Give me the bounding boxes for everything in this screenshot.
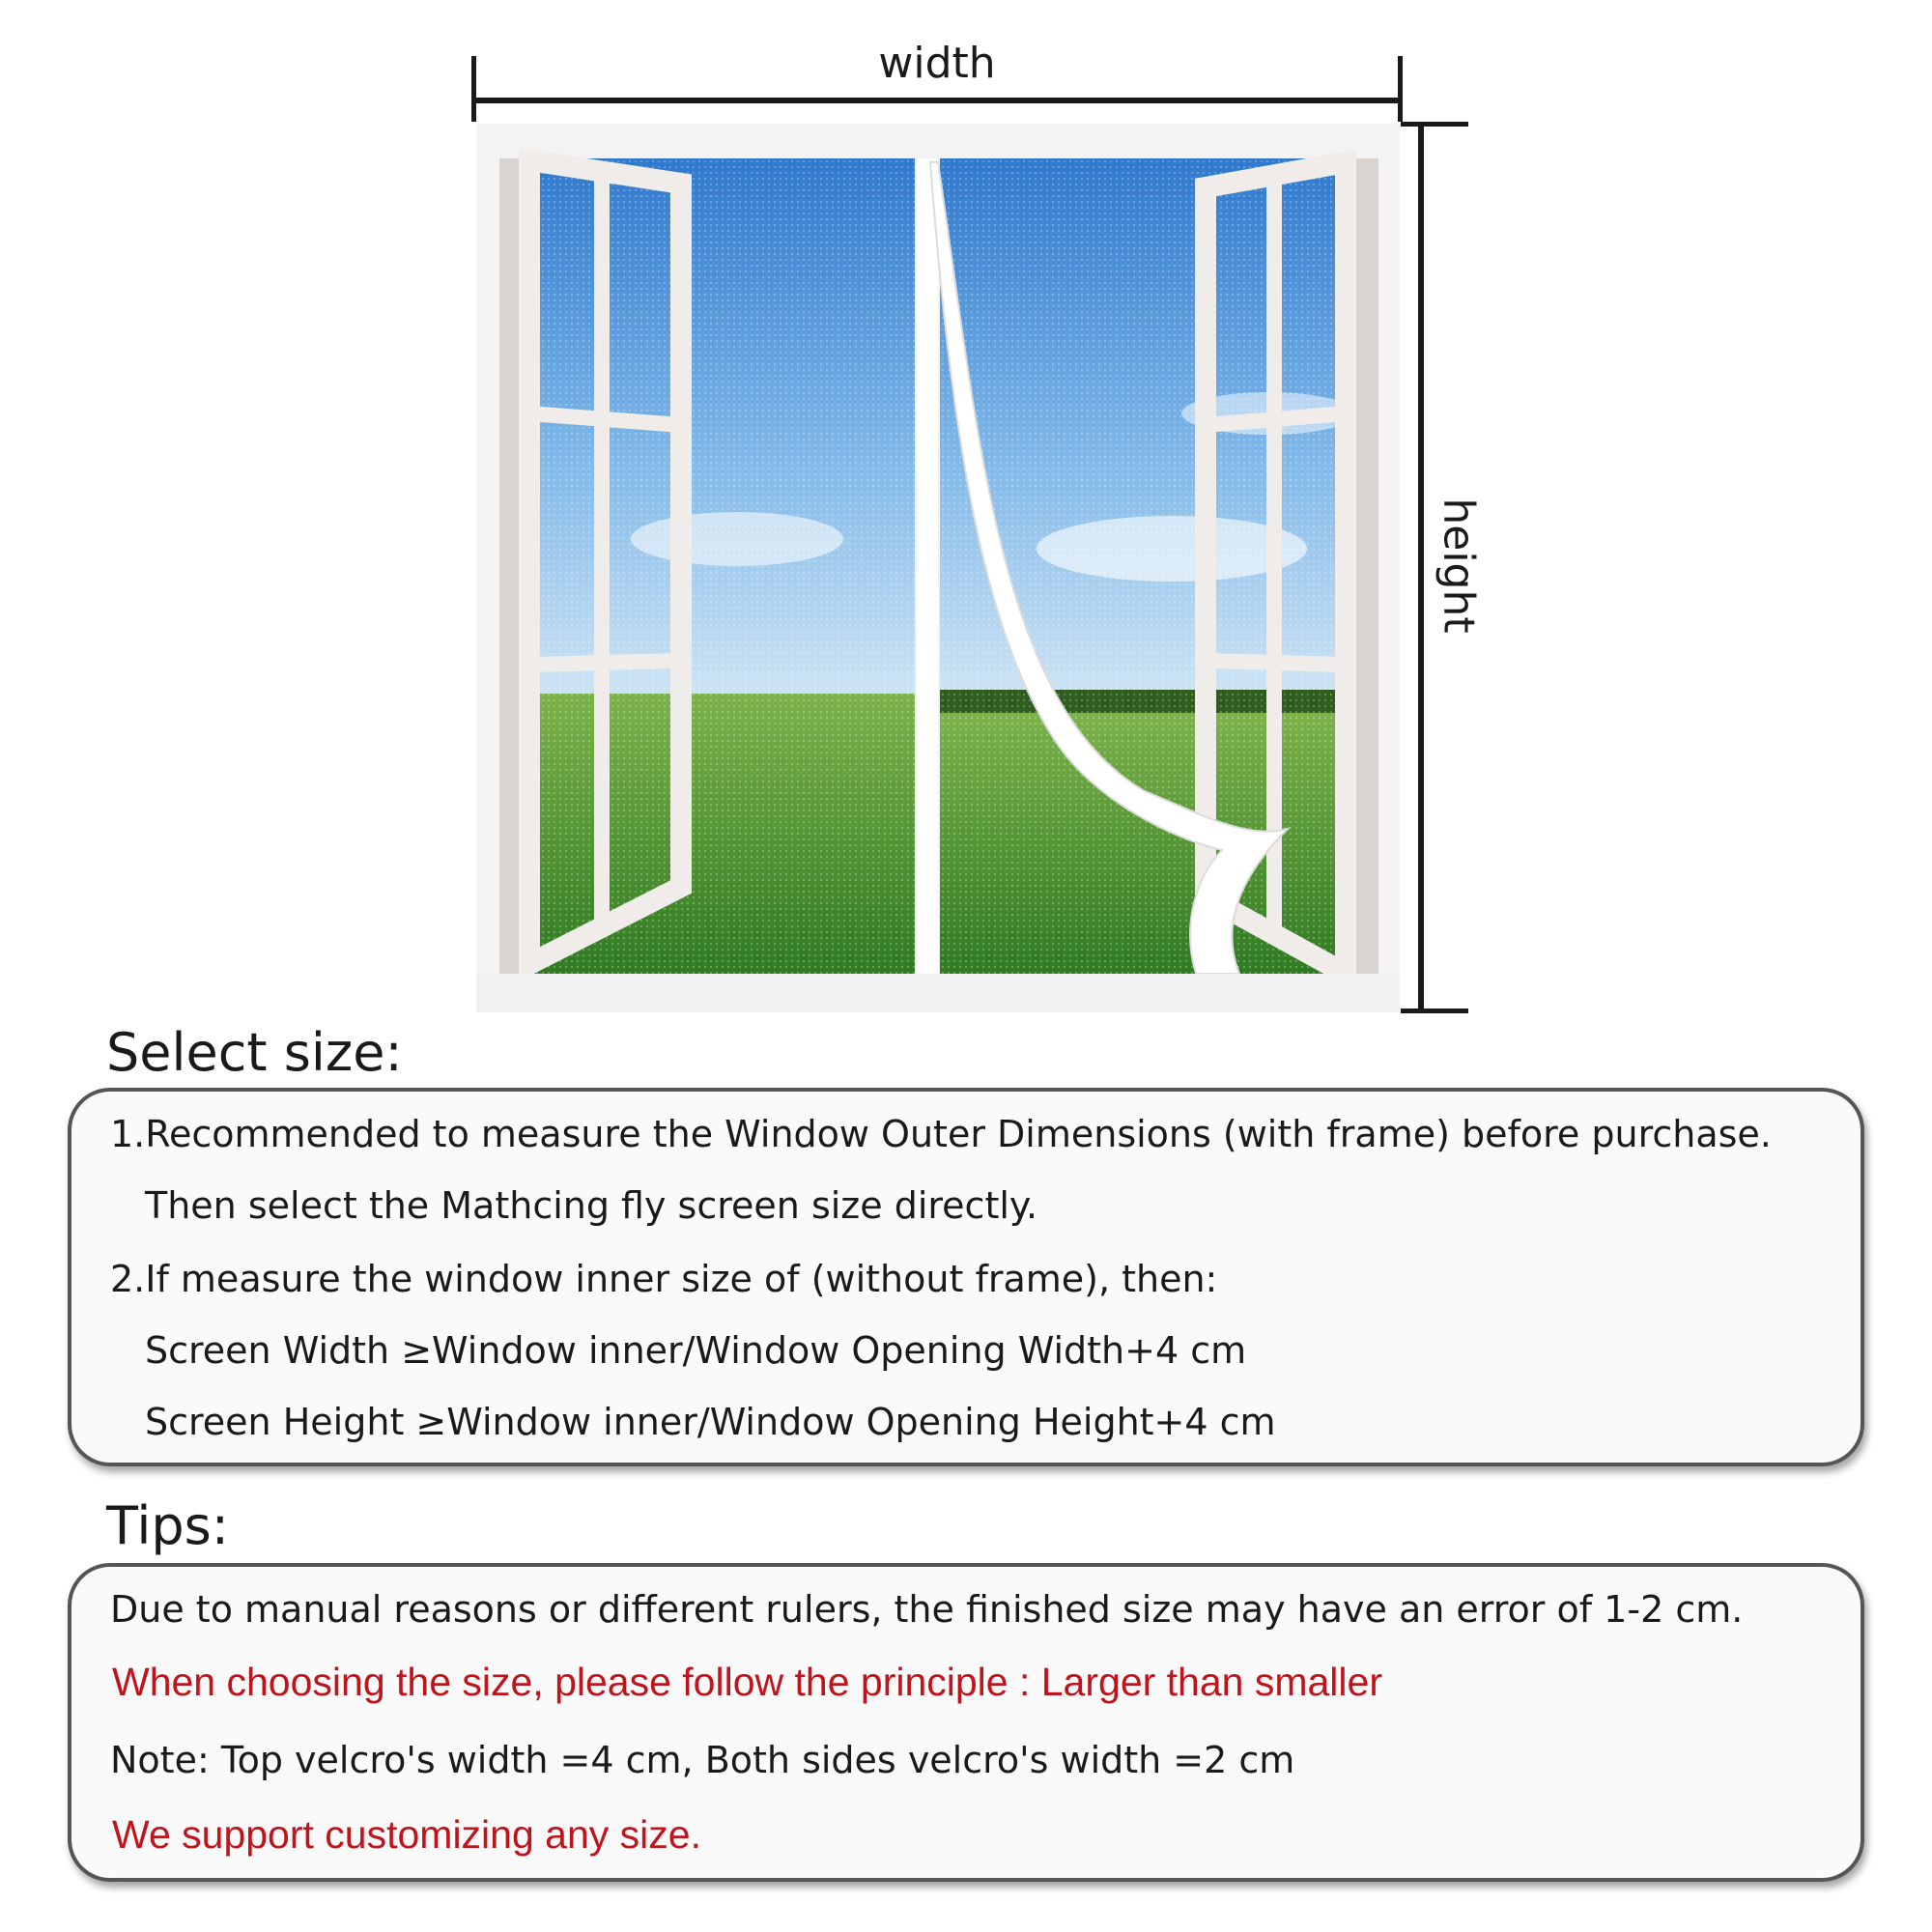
center-magnetic-strip (917, 158, 938, 1009)
width-dimension-tick-left (471, 56, 476, 122)
width-dimension-line (473, 98, 1401, 103)
select-size-heading: Select size: (106, 1022, 403, 1083)
height-dimension-line (1418, 124, 1424, 1012)
width-label: width (878, 39, 996, 88)
window-sill (476, 974, 1400, 1012)
select-size-line: 2.If measure the window inner size of (without frame), then: (110, 1258, 1218, 1300)
right-sash-rail (1206, 661, 1346, 665)
tips-box (68, 1563, 1864, 1882)
select-size-line: Screen Width ≥Window inner/Window Opening Width+4 cm (145, 1329, 1247, 1372)
height-label: height (1434, 497, 1484, 634)
tips-heading: Tips: (106, 1495, 229, 1556)
window-illustration-svg (476, 124, 1400, 1012)
window-screen-illustration (476, 124, 1400, 1012)
select-size-line: Then select the Mathcing fly screen size directly. (145, 1184, 1038, 1227)
tips-line-highlight: We support customizing any size. (112, 1812, 701, 1857)
width-dimension-tick-right (1398, 56, 1403, 122)
tips-line: Due to manual reasons or different rulers, the finished size may have an error of 1-2 cm. (110, 1588, 1744, 1631)
select-size-box (68, 1088, 1864, 1466)
height-dimension-tick-top (1401, 122, 1468, 127)
height-dimension-tick-bottom (1401, 1009, 1468, 1013)
tips-line-highlight: When choosing the size, please follow the principle : Larger than smaller (112, 1660, 1382, 1704)
left-sash-rail (529, 661, 681, 665)
tips-line: Note: Top velcro's width =4 cm, Both sides velcro's width =2 cm (110, 1739, 1295, 1781)
select-size-line: Screen Height ≥Window inner/Window Opening Height+4 cm (145, 1401, 1276, 1443)
select-size-line: 1.Recommended to measure the Window Outer Dimensions (with frame) before purchase. (110, 1113, 1772, 1155)
